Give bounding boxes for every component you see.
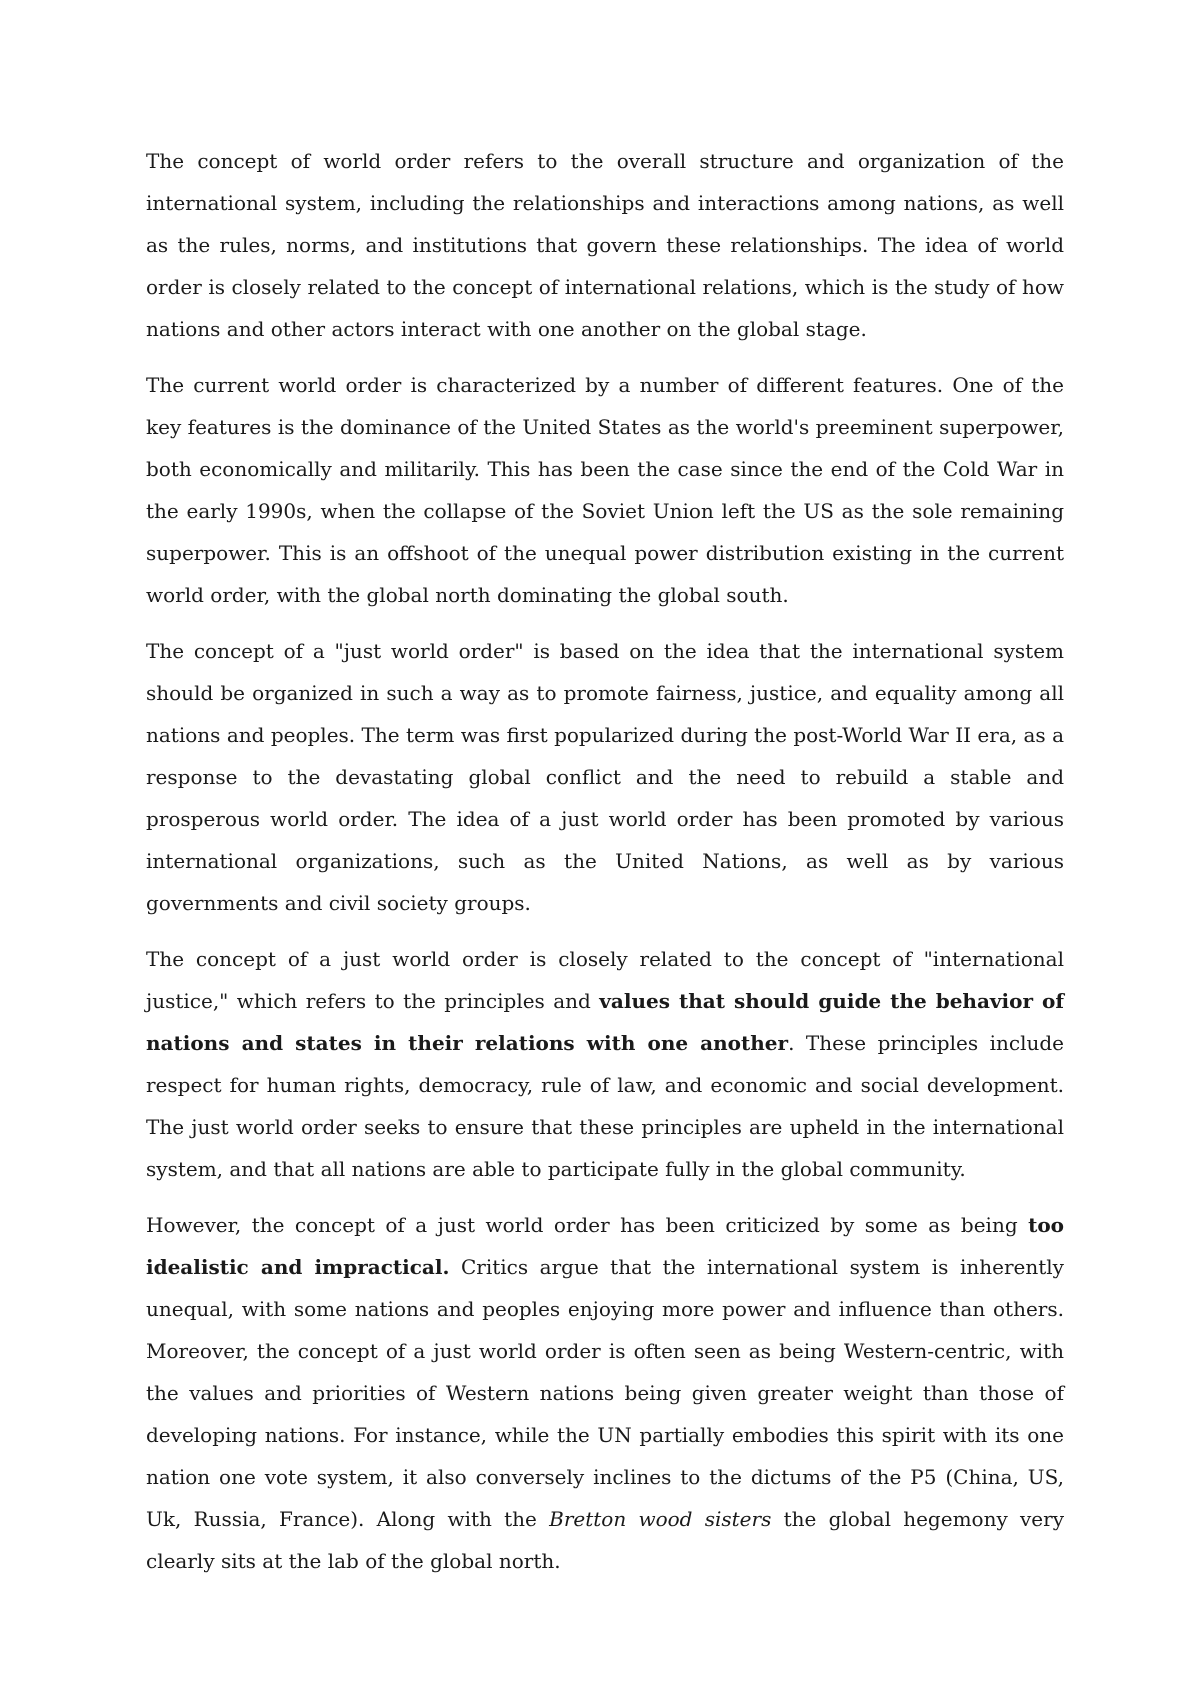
document-page: [146, 140, 1064, 1582]
bold-emphasis: values that should guide the behavior of nations and states in their relations with one another: [146, 989, 1064, 1055]
paragraph-international-justice: [146, 938, 1064, 1190]
paragraph-text-end: the global hegemony very clearly sits at the lab of the global north.: [146, 1507, 1064, 1573]
paragraph-world-order-definition: [146, 140, 1064, 350]
paragraph-criticism: [146, 1204, 1064, 1582]
paragraph-text-start: The concept of a just world order is closely related to the concept of "international justice," which refers to the principles and: [146, 947, 1064, 1013]
paragraph-text: The current world order is characterized by a number of different features. One of the key features is the dominance of the United States as the world's preeminent superpower, both economically and militarily. This has been the case since the end of the Cold War in the early 1990s, when the collapse of the Soviet Union left the US as the sole remaining superpower. This is an offshoot of the unequal power distribution existing in the current world order, with the global north dominating the global south.: [146, 373, 1064, 607]
bold-emphasis: too idealistic and impractical.: [146, 1213, 1064, 1279]
italic-emphasis: Bretton wood sisters: [549, 1507, 772, 1531]
paragraph-text-end: . These principles include respect for human rights, democracy, rule of law, and economic and social development. The just world order seeks to ensure that these principles are upheld in the international system, and that all nations are able to participate fully in the global community.: [146, 1031, 1064, 1181]
paragraph-text-middle: Critics argue that the international system is inherently unequal, with some nations and peoples enjoying more power and influence than others. Moreover, the concept of a just world order is often seen as being Western-centric, with the values and priorities of Western nations being given greater weight than those of developing nations. For instance, while the UN partially embodies this spirit with its one nation one vote system, it also conversely inclines to the dictums of the P5 (China, US, Uk, Russia, France). Along with the: [146, 1255, 1064, 1531]
paragraph-just-world-order: [146, 630, 1064, 924]
paragraph-current-world-order: [146, 364, 1064, 616]
paragraph-text-start: However, the concept of a just world order has been criticized by some as being: [146, 1213, 1029, 1237]
paragraph-text: The concept of a "just world order" is based on the idea that the international system should be organized in such a way as to promote fairness, justice, and equality among all nations and peoples. The term was first popularized during the post-World War II era, as a response to the devastating global conflict and the need to rebuild a stable and prosperous world order. The idea of a just world order has been promoted by various international organizations, such as the United Nations, as well as by various governments and civil society groups.: [146, 639, 1064, 915]
paragraph-text: The concept of world order refers to the overall structure and organization of the international system, including the relationships and interactions among nations, as well as the rules, norms, and institutions that govern these relationships. The idea of world order is closely related to the concept of international relations, which is the study of how nations and other actors interact with one another on the global stage.: [146, 149, 1064, 341]
